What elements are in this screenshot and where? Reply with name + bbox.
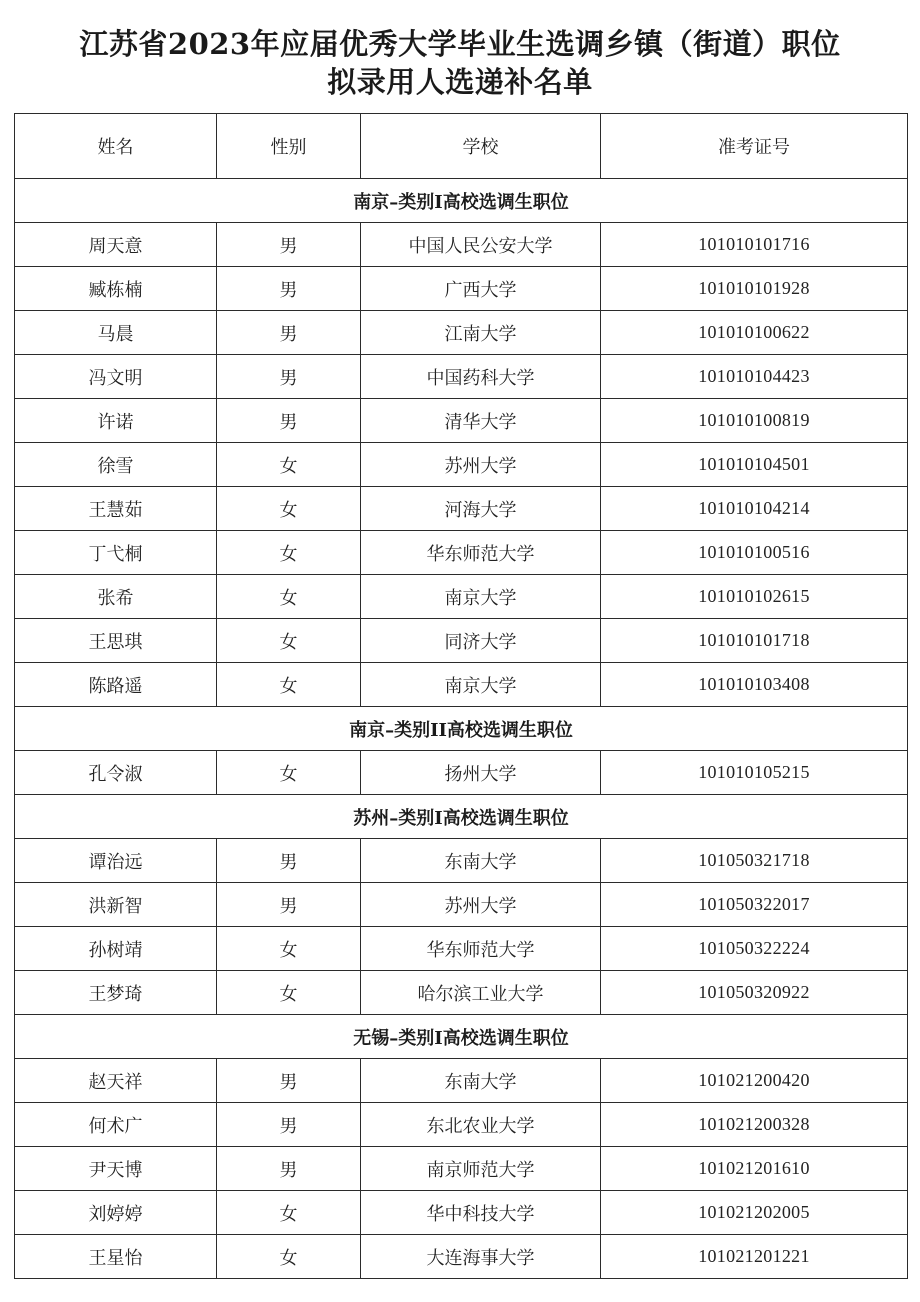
table-row: [15, 1235, 908, 1279]
cell-exam-id: 101010104214: [601, 487, 908, 531]
cell-school: 东北农业大学: [361, 1103, 601, 1147]
table-row: [15, 355, 908, 399]
cell-name: 冯文明: [15, 355, 217, 399]
section-title: 苏州–类别I高校选调生职位: [15, 795, 908, 839]
cell-gender: 男: [217, 399, 361, 443]
cell-exam-id: 101021200328: [601, 1103, 908, 1147]
table-row: [15, 839, 908, 883]
table-row: [15, 487, 908, 531]
cell-name: 马晨: [15, 311, 217, 355]
cell-gender: 男: [217, 311, 361, 355]
cell-school: 中国药科大学: [361, 355, 601, 399]
table-row: [15, 1059, 908, 1103]
header-exam-id: 准考证号: [601, 114, 908, 179]
table-body: [15, 179, 908, 1279]
cell-school: 同济大学: [361, 619, 601, 663]
cell-exam-id: 101010100516: [601, 531, 908, 575]
table-row: [15, 223, 908, 267]
cell-gender: 女: [217, 443, 361, 487]
cell-exam-id: 101010105215: [601, 751, 908, 795]
table-row: [15, 311, 908, 355]
table-row: [15, 971, 908, 1015]
cell-exam-id: 101010102615: [601, 575, 908, 619]
cell-exam-id: 101010100819: [601, 399, 908, 443]
cell-exam-id: 101021202005: [601, 1191, 908, 1235]
cell-exam-id: 101010104423: [601, 355, 908, 399]
cell-gender: 女: [217, 1191, 361, 1235]
cell-exam-id: 101010101716: [601, 223, 908, 267]
cell-name: 王星怡: [15, 1235, 217, 1279]
cell-name: 尹天博: [15, 1147, 217, 1191]
cell-name: 王梦琦: [15, 971, 217, 1015]
cell-gender: 女: [217, 619, 361, 663]
cell-school: 华东师范大学: [361, 927, 601, 971]
cell-exam-id: 101010101718: [601, 619, 908, 663]
cell-exam-id: 101050322224: [601, 927, 908, 971]
cell-school: 华东师范大学: [361, 531, 601, 575]
section-row: [15, 179, 908, 223]
table-row: [15, 883, 908, 927]
cell-exam-id: 101010104501: [601, 443, 908, 487]
cell-school: 南京大学: [361, 575, 601, 619]
table-row: [15, 1103, 908, 1147]
table-row: [15, 443, 908, 487]
table-header: [15, 114, 908, 179]
cell-exam-id: 101050322017: [601, 883, 908, 927]
section-title: 南京–类别II高校选调生职位: [15, 707, 908, 751]
cell-name: 臧栋楠: [15, 267, 217, 311]
cell-school: 广西大学: [361, 267, 601, 311]
candidate-table: [14, 113, 908, 1279]
cell-school: 苏州大学: [361, 443, 601, 487]
cell-school: 哈尔滨工业大学: [361, 971, 601, 1015]
cell-name: 孔令淑: [15, 751, 217, 795]
cell-exam-id: 101050320922: [601, 971, 908, 1015]
section-title: 南京–类别I高校选调生职位: [15, 179, 908, 223]
section-title: 无锡–类别I高校选调生职位: [15, 1015, 908, 1059]
cell-exam-id: 101010100622: [601, 311, 908, 355]
cell-exam-id: 101021200420: [601, 1059, 908, 1103]
cell-exam-id: 101021201221: [601, 1235, 908, 1279]
table-row: [15, 663, 908, 707]
cell-name: 许诺: [15, 399, 217, 443]
header-gender: 性别: [217, 114, 361, 179]
cell-school: 河海大学: [361, 487, 601, 531]
cell-gender: 男: [217, 355, 361, 399]
cell-name: 何术广: [15, 1103, 217, 1147]
cell-name: 孙树靖: [15, 927, 217, 971]
document-title-line-2: 拟录用人选递补名单: [327, 65, 593, 99]
table-row: [15, 267, 908, 311]
cell-school: 大连海事大学: [361, 1235, 601, 1279]
cell-gender: 男: [217, 223, 361, 267]
cell-gender: 女: [217, 531, 361, 575]
cell-name: 王思琪: [15, 619, 217, 663]
cell-name: 张希: [15, 575, 217, 619]
cell-exam-id: 101050321718: [601, 839, 908, 883]
cell-school: 苏州大学: [361, 883, 601, 927]
cell-school: 东南大学: [361, 839, 601, 883]
cell-gender: 男: [217, 883, 361, 927]
cell-gender: 男: [217, 839, 361, 883]
cell-school: 华中科技大学: [361, 1191, 601, 1235]
table-row: [15, 927, 908, 971]
cell-gender: 男: [217, 1059, 361, 1103]
cell-gender: 男: [217, 267, 361, 311]
cell-name: 洪新智: [15, 883, 217, 927]
table-row: [15, 575, 908, 619]
table-row: [15, 531, 908, 575]
cell-exam-id: 101010101928: [601, 267, 908, 311]
cell-gender: 女: [217, 751, 361, 795]
header-row: [15, 114, 908, 179]
cell-name: 周天意: [15, 223, 217, 267]
cell-name: 王慧茹: [15, 487, 217, 531]
cell-gender: 女: [217, 927, 361, 971]
cell-name: 刘婷婷: [15, 1191, 217, 1235]
cell-exam-id: 101021201610: [601, 1147, 908, 1191]
cell-school: 中国人民公安大学: [361, 223, 601, 267]
cell-exam-id: 101010103408: [601, 663, 908, 707]
section-row: [15, 707, 908, 751]
section-row: [15, 1015, 908, 1059]
table-row: [15, 1191, 908, 1235]
cell-name: 徐雪: [15, 443, 217, 487]
cell-gender: 女: [217, 1235, 361, 1279]
cell-name: 陈路遥: [15, 663, 217, 707]
cell-gender: 女: [217, 575, 361, 619]
cell-school: 清华大学: [361, 399, 601, 443]
cell-gender: 男: [217, 1147, 361, 1191]
cell-gender: 女: [217, 663, 361, 707]
table-row: [15, 619, 908, 663]
table-row: [15, 751, 908, 795]
cell-school: 南京师范大学: [361, 1147, 601, 1191]
cell-gender: 男: [217, 1103, 361, 1147]
table-row: [15, 399, 908, 443]
cell-school: 南京大学: [361, 663, 601, 707]
cell-gender: 女: [217, 971, 361, 1015]
cell-school: 扬州大学: [361, 751, 601, 795]
header-name: 姓名: [15, 114, 217, 179]
cell-school: 江南大学: [361, 311, 601, 355]
cell-school: 东南大学: [361, 1059, 601, 1103]
cell-gender: 女: [217, 487, 361, 531]
cell-name: 赵天祥: [15, 1059, 217, 1103]
table-row: [15, 1147, 908, 1191]
cell-name: 丁弋桐: [15, 531, 217, 575]
header-school: 学校: [361, 114, 601, 179]
section-row: [15, 795, 908, 839]
document-title-line-1: 江苏省2023年应届优秀大学毕业生选调乡镇（街道）职位: [79, 27, 841, 61]
cell-name: 谭治远: [15, 839, 217, 883]
